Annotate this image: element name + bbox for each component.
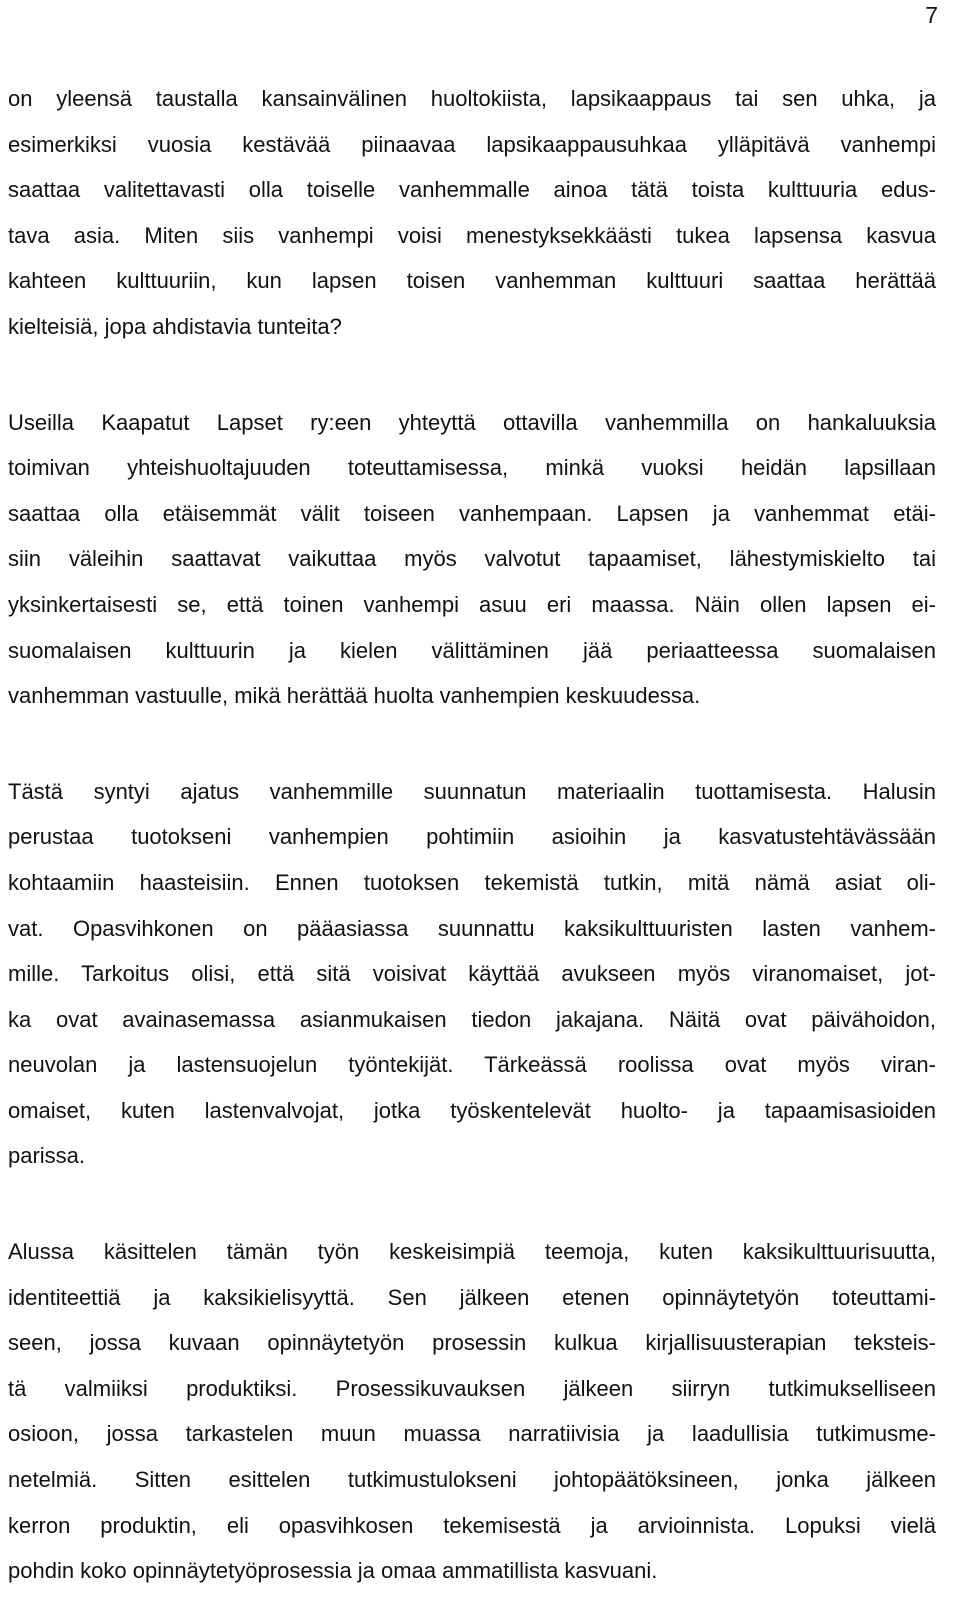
text-line: toimivan yhteishuoltajuuden toteuttamisessa, minkä vuoksi heidän lapsillaan: [8, 455, 936, 481]
text-line: osioon, jossa tarkastelen muun muassa narratiivisia ja laadullisia tutkimusme-: [8, 1421, 936, 1447]
paragraph-1: [8, 76, 936, 350]
text-line: mille. Tarkoitus olisi, että sitä voisivat käyttää avukseen myös viranomaiset, jot-: [8, 961, 936, 987]
text-line: netelmiä. Sitten esittelen tutkimustulokseni johtopäätöksineen, jonka jälkeen: [8, 1467, 936, 1493]
paragraph-gap: [8, 719, 936, 769]
text-line: siin väleihin saattavat vaikuttaa myös valvotut tapaamiset, lähestymiskielto tai: [8, 546, 936, 572]
text-line: ka ovat avainasemassa asianmukaisen tiedon jakajana. Näitä ovat päivähoidon,: [8, 1006, 936, 1032]
text-line: seen, jossa kuvaan opinnäytetyön prosessin kulkua kirjallisuusterapian teksteis-: [8, 1330, 936, 1356]
paragraph-gap: [8, 350, 936, 400]
text-line: pohdin koko opinnäytetyöprosessia ja omaa ammatillista kasvuani.: [8, 1558, 658, 1584]
paragraph-gap: [8, 1179, 936, 1229]
text-line: suomalaisen kulttuurin ja kielen välittäminen jää periaatteessa suomalaisen: [8, 637, 936, 663]
text-line: saattaa valitettavasti olla toiselle vanhemmalle ainoa tätä toista kulttuuria edus-: [8, 177, 936, 203]
text-line: on yleensä taustalla kansainvälinen huoltokiista, lapsikaappaus tai sen uhka, ja: [8, 86, 936, 111]
text-line: kahteen kulttuuriin, kun lapsen toisen vanhemman kulttuuri saattaa herättää: [8, 268, 936, 294]
text-line: neuvolan ja lastensuojelun työntekijät. Tärkeässä roolissa ovat myös viran-: [8, 1052, 936, 1078]
text-line: Tästä syntyi ajatus vanhemmille suunnatun materiaalin tuottamisesta. Halusin: [8, 778, 936, 804]
text-line: parissa.: [8, 1143, 86, 1169]
text-line: omaiset, kuten lastenvalvojat, jotka työskentelevät huolto- ja tapaamisasioiden: [8, 1097, 936, 1123]
text-line: vanhemman vastuulle, mikä herättää huolta vanhempien keskuudessa.: [8, 683, 701, 709]
page-number: 7: [925, 2, 938, 28]
text-line: tä valmiiksi produktiksi. Prosessikuvauksen jälkeen siirryn tutkimukselliseen: [8, 1375, 936, 1401]
text-line: yksinkertaisesti se, että toinen vanhempi asuu eri maassa. Näin ollen lapsen ei-: [8, 591, 936, 617]
text-line: Alussa käsittelen tämän työn keskeisimpiä teemoja, kuten kaksikulttuurisuutta,: [8, 1239, 936, 1265]
text-line: kohtaamiin haasteisiin. Ennen tuotoksen tekemistä tutkin, mitä nämä asiat oli-: [8, 869, 936, 895]
paragraph-2: [8, 400, 936, 719]
text-line: identiteettiä ja kaksikielisyyttä. Sen jälkeen etenen opinnäytetyön toteuttami-: [8, 1284, 936, 1310]
text-line: esimerkiksi vuosia kestävää piinaavaa lapsikaappausuhkaa ylläpitävä vanhempi: [8, 131, 936, 157]
paragraph-3: [8, 769, 936, 1179]
text-line: Useilla Kaapatut Lapset ry:een yhteyttä ottavilla vanhemmilla on hankaluuksia: [8, 409, 936, 435]
text-line: saattaa olla etäisemmät välit toiseen vanhempaan. Lapsen ja vanhemmat etäi-: [8, 500, 936, 526]
text-line: tava asia. Miten siis vanhempi voisi menestyksekkäästi tukea lapsensa kasvua: [8, 222, 936, 248]
text-line: vat. Opasvihkonen on pääasiassa suunnattu kaksikulttuuristen lasten vanhem-: [8, 915, 936, 941]
document-body: [8, 76, 936, 1594]
text-line: perustaa tuotokseni vanhempien pohtimiin asioihin ja kasvatustehtävässään: [8, 824, 936, 850]
text-line: kerron produktin, eli opasvihkosen tekemisestä ja arvioinnista. Lopuksi vielä: [8, 1512, 936, 1538]
text-line: kielteisiä, jopa ahdistavia tunteita?: [8, 313, 342, 339]
paragraph-4: [8, 1229, 936, 1594]
